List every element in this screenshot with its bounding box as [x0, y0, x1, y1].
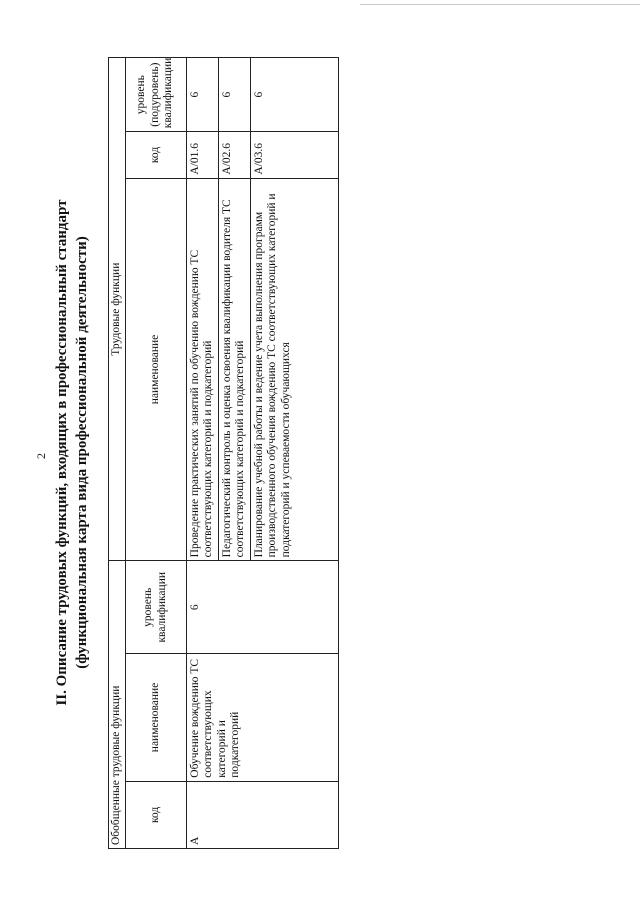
function-level-cell: 6: [250, 58, 338, 132]
section-title: II. Описание трудовых функций, входящих в профессиональный стандарт: [54, 199, 70, 706]
function-code-cell: А/03.6: [250, 132, 338, 178]
function-code-cell: А/01.6: [186, 132, 218, 178]
table-row: [186, 58, 218, 849]
generalized-level-cell: 6: [186, 561, 338, 654]
col-code-header: код: [125, 781, 186, 848]
group-generalized-header: Обобщенные трудовые функции: [109, 561, 126, 849]
col-tf-level-header: уровень (подуровень) квалификации: [125, 58, 186, 132]
function-code-cell: А/02.6: [218, 132, 250, 178]
page-number: 2: [34, 453, 48, 459]
functional-map-table: [108, 57, 339, 849]
function-name-cell: Педагогический контроль и оценка освоения квалификации водителя ТС соответствующих категорий и подкатегорий: [218, 178, 250, 561]
col-tf-name-header: наименование: [125, 178, 186, 561]
col-level-header: уровень квалификации: [125, 561, 186, 654]
group-labor-header: Трудовые функции: [109, 58, 126, 561]
function-name-cell: Планирование учебной работы и ведение учета выполнения программ производственного обучения вождению ТС соответствующих категорий и подкатегорий и успеваемости обучающихся: [250, 178, 338, 561]
col-name-header: наименование: [125, 654, 186, 782]
function-level-cell: 6: [218, 58, 250, 132]
generalized-name-cell: Обучение вождению ТС соответствующих категорий и подкатегорий: [186, 654, 338, 782]
generalized-code-cell: А: [186, 781, 338, 848]
section-subtitle: (функциональная карта вида профессиональной деятельности): [74, 236, 90, 669]
col-tf-code-header: код: [125, 132, 186, 178]
table-column-header-row: [125, 58, 186, 849]
function-name-cell: Проведение практических занятий по обучению вождению ТС соответствующих категорий и подкатегорий: [186, 178, 218, 561]
table-group-header-row: [109, 58, 126, 849]
function-level-cell: 6: [186, 58, 218, 132]
